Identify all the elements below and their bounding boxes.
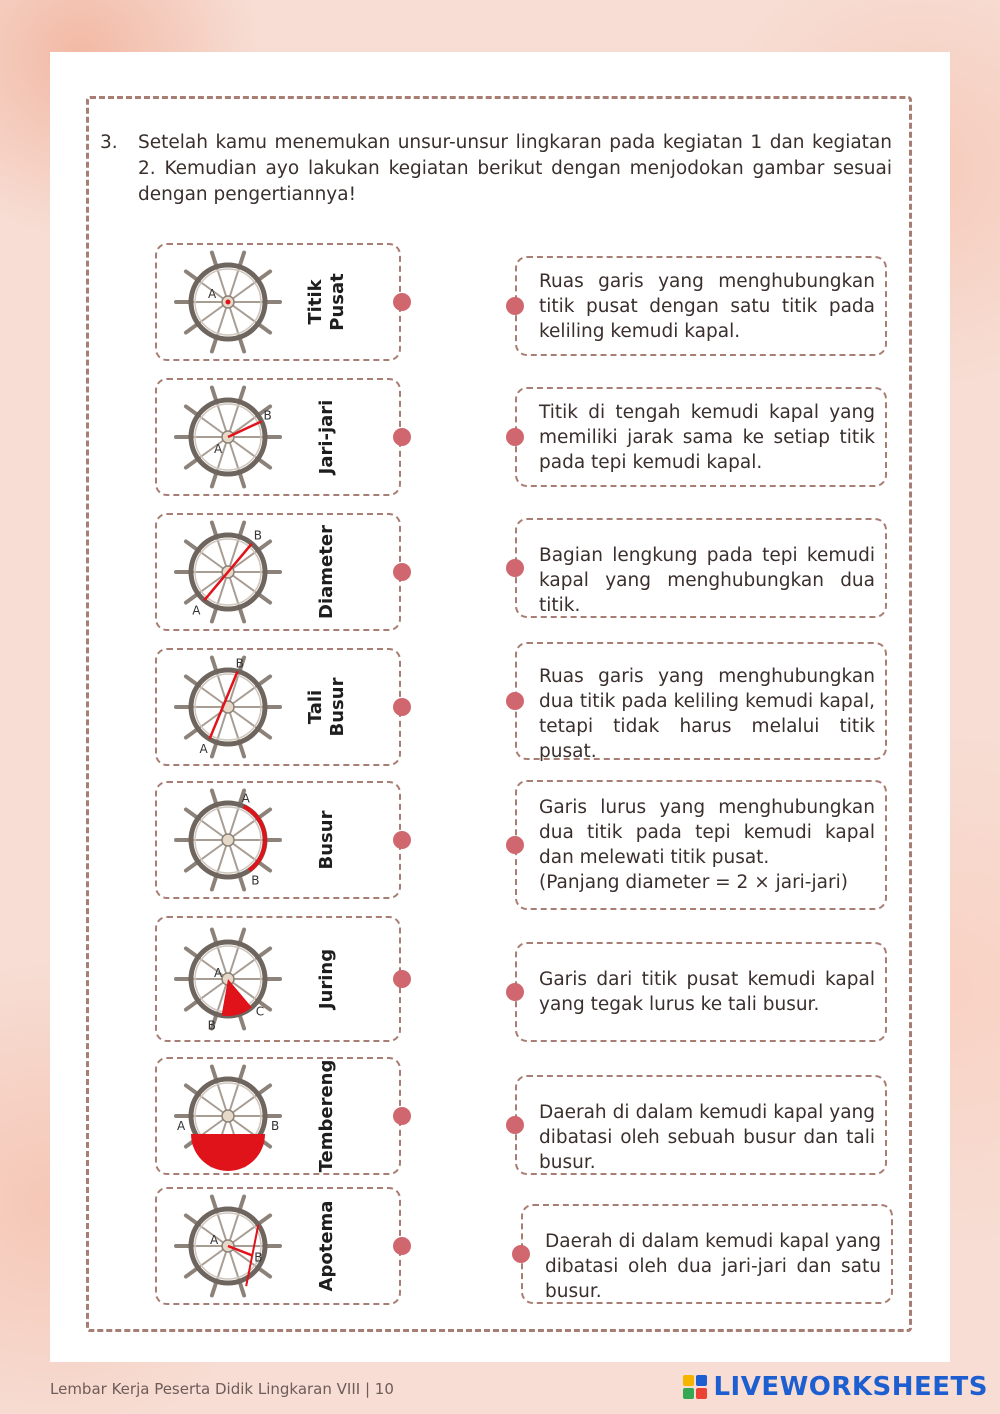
liveworksheets-brand xyxy=(683,1372,988,1402)
term-card[interactable] xyxy=(155,378,401,496)
term-card[interactable] xyxy=(155,1187,401,1305)
definition-box[interactable] xyxy=(521,1204,893,1304)
term-card[interactable] xyxy=(155,916,401,1042)
ship-wheel-icon xyxy=(173,785,283,895)
svg-text:B: B xyxy=(251,873,260,888)
definition-text: Daerah di dalam kemudi kapal yang dibatasi oleh dua jari-jari dan satu busur. xyxy=(545,1231,881,1302)
term-card[interactable] xyxy=(155,1057,401,1175)
term-label: Tali Busur xyxy=(305,677,348,737)
svg-text:A: A xyxy=(214,966,223,980)
svg-text:A: A xyxy=(199,742,208,757)
svg-text:A: A xyxy=(177,1119,186,1133)
match-dot-left[interactable] xyxy=(393,428,411,446)
svg-text:A: A xyxy=(192,603,201,618)
term-label: Tembereng xyxy=(316,1059,337,1173)
svg-text:B: B xyxy=(207,1018,216,1033)
match-dot-right[interactable] xyxy=(506,836,524,854)
liveworksheets-logo-icon xyxy=(683,1375,707,1399)
match-dot-right[interactable] xyxy=(512,1245,530,1263)
ship-wheel-icon xyxy=(173,1061,283,1171)
svg-text:C: C xyxy=(255,1004,265,1019)
question-text: Setelah kamu menemukan unsur-unsur lingkaran pada kegiatan 1 dan kegiatan 2. Kemudian ayo lakukan kegiatan berikut dengan menjodokan gambar sesuai dengan pengertiannya! xyxy=(138,132,892,205)
definition-box[interactable] xyxy=(515,780,887,910)
match-dot-left[interactable] xyxy=(393,970,411,988)
definition-text: Titik di tengah kemudi kapal yang memiliki jarak sama ke setiap titik pada tepi kemudi kapal. xyxy=(539,401,875,473)
definition-text: Ruas garis yang menghubungkan dua titik pada keliling kemudi kapal, tetapi tidak harus melalui titik pusat. xyxy=(539,665,875,762)
ship-wheel-icon xyxy=(173,382,283,492)
term-label: Busur xyxy=(316,810,337,870)
definition-box[interactable] xyxy=(515,642,887,760)
term-label: Jari-jari xyxy=(316,399,337,475)
match-dot-left[interactable] xyxy=(393,563,411,581)
term-card[interactable] xyxy=(155,513,401,631)
ship-wheel-icon xyxy=(173,652,283,762)
question-3 xyxy=(100,130,892,208)
definition-box[interactable] xyxy=(515,1075,887,1175)
svg-text:A: A xyxy=(210,1233,219,1247)
match-dot-left[interactable] xyxy=(393,293,411,311)
term-card[interactable] xyxy=(155,243,401,361)
match-dot-right[interactable] xyxy=(506,983,524,1001)
definition-box[interactable] xyxy=(515,387,887,487)
match-dot-right[interactable] xyxy=(506,559,524,577)
match-dot-right[interactable] xyxy=(506,297,524,315)
ship-wheel-icon xyxy=(173,247,283,357)
match-dot-left[interactable] xyxy=(393,831,411,849)
svg-text:B: B xyxy=(253,528,263,543)
match-dot-left[interactable] xyxy=(393,1237,411,1255)
term-label: Juring xyxy=(316,948,337,1010)
ship-wheel-icon xyxy=(173,1191,283,1301)
svg-text:A: A xyxy=(214,442,223,456)
definition-text: Bagian lengkung pada tepi kemudi kapal yang menghubungkan dua titik. xyxy=(539,545,875,616)
question-number: 3. xyxy=(100,132,118,153)
svg-text:B: B xyxy=(271,1119,280,1133)
definition-text: Garis dari titik pusat kemudi kapal yang tegak lurus ke tali busur. xyxy=(539,969,875,1015)
match-dot-right[interactable] xyxy=(506,428,524,446)
term-label: Titik Pusat xyxy=(305,273,348,331)
match-dot-right[interactable] xyxy=(506,1116,524,1134)
match-dot-left[interactable] xyxy=(393,698,411,716)
ship-wheel-icon xyxy=(173,924,283,1034)
match-dot-left[interactable] xyxy=(393,1107,411,1125)
definition-box[interactable] xyxy=(515,942,887,1042)
term-card[interactable] xyxy=(155,648,401,766)
svg-text:B: B xyxy=(263,408,272,423)
brand-name: LIVEWORKSHEETS xyxy=(713,1372,988,1402)
match-dot-right[interactable] xyxy=(506,692,524,710)
term-label: Diameter xyxy=(316,525,337,619)
svg-text:B: B xyxy=(254,1250,263,1265)
footer-text: Lembar Kerja Peserta Didik Lingkaran VIII | 10 xyxy=(50,1380,394,1398)
definition-box[interactable] xyxy=(515,256,887,356)
ship-wheel-icon xyxy=(173,517,283,627)
svg-text:A: A xyxy=(241,791,250,806)
definition-text: Ruas garis yang menghubungkan titik pusat dengan satu titik pada keliling kemudi kapal. xyxy=(539,270,875,342)
definition-box[interactable] xyxy=(515,518,887,618)
term-card[interactable] xyxy=(155,781,401,899)
svg-text:A: A xyxy=(208,287,217,301)
definition-text: Daerah di dalam kemudi kapal yang dibatasi oleh sebuah busur dan tali busur. xyxy=(539,1102,875,1173)
definition-text: Garis lurus yang menghubungkan dua titik pada tepi kemudi kapal dan melewati titik pusat. (Panjang diameter = 2 × jari-jari) xyxy=(539,797,875,893)
svg-text:B: B xyxy=(235,656,244,671)
term-label: Apotema xyxy=(316,1200,337,1292)
